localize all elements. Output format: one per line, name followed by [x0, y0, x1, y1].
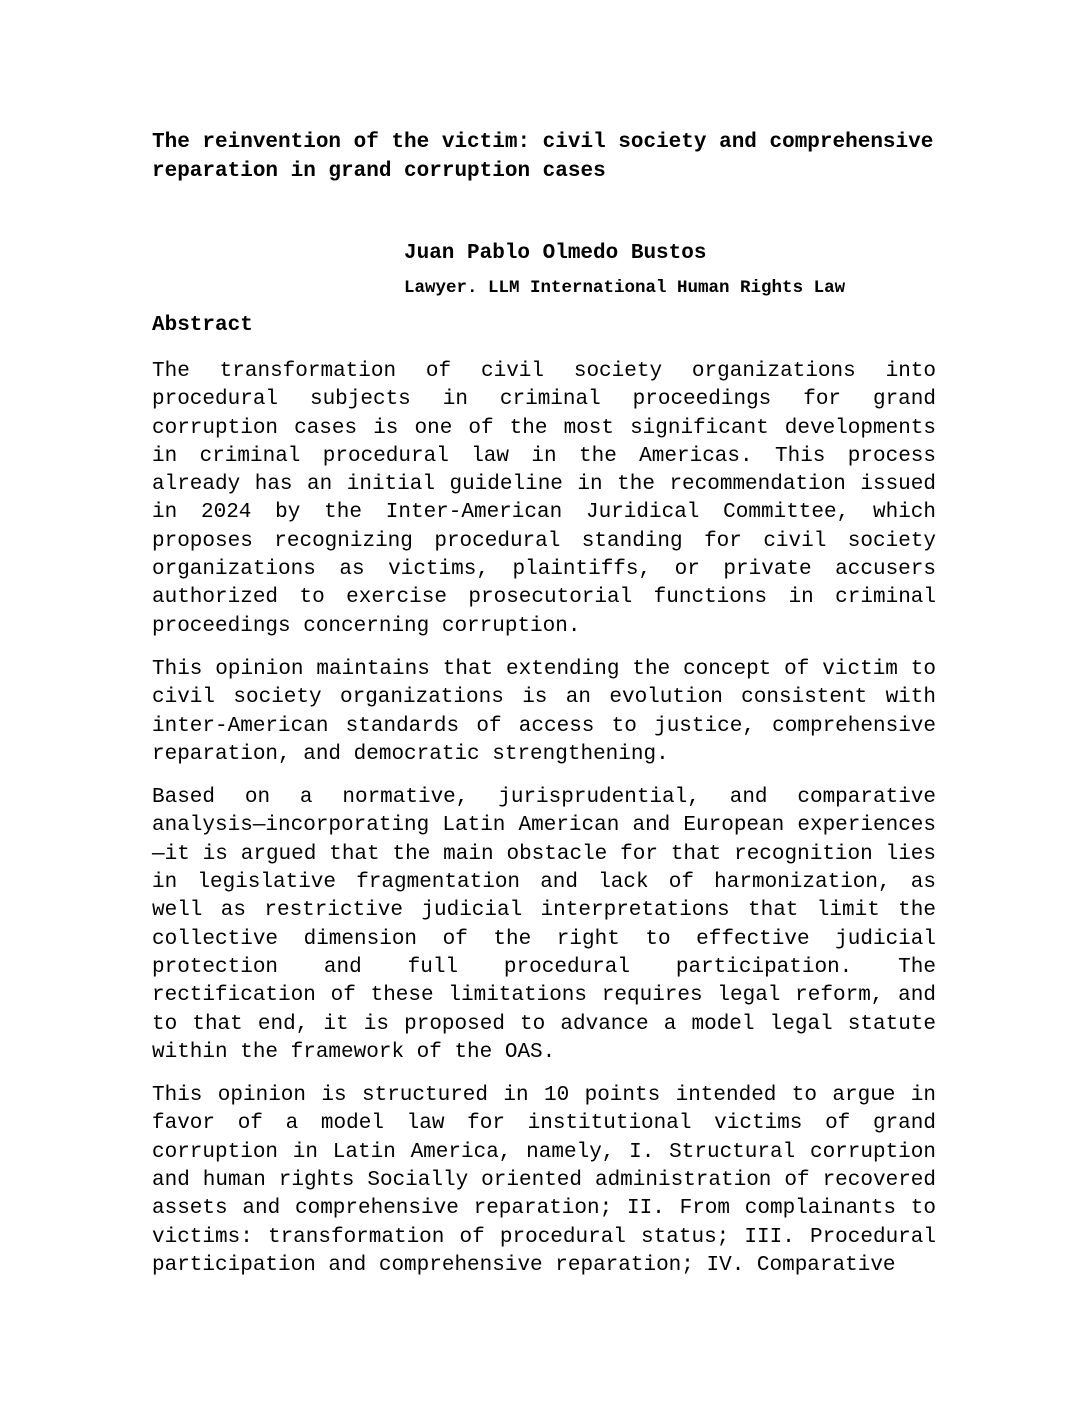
- author-name: Juan Pablo Olmedo Bustos: [404, 242, 707, 265]
- page-title: The reinvention of the victim: civil society and comprehensive reparation in grand corruption cases: [152, 131, 934, 183]
- author-credentials: Lawyer. LLM International Human Rights Law: [404, 278, 846, 298]
- abstract-paragraph-1: The transformation of civil society organizations into procedural subjects in criminal proceedings for grand corruption cases is one of the most significant developments in criminal procedural law in the Americas. This process already has an initial guideline in the recommendation issued in 2024 by the Inter-American Juridical Committee, which proposes recognizing procedural standing for civil society organizations as victims, plaintiffs, or private accusers authorized to exercise prosecutorial functions in criminal proceedings concerning corruption.: [152, 360, 936, 638]
- abstract-paragraph-3: Based on a normative, jurisprudential, and comparative analysis—incorporating Latin American and European experiences—it is argued that the main obstacle for that recognition lies in legislative fragmentation and lack of harmonization, as well as restrictive judicial interpretations that limit the collective dimension of the right to effective judicial protection and full procedural participation. The rectification of these limitations requires legal reform, and to that end, it is proposed to advance a model legal statute within the framework of the OAS.: [152, 786, 936, 1064]
- abstract-paragraph-4: This opinion is structured in 10 points intended to argue in favor of a model law for institutional victims of grand corruption in Latin America, namely, I. Structural corruption and human rights Socially oriented administration of recovered assets and comprehensive reparation; II. From complainants to victims: transformation of procedural status; III. Procedural participation and comprehensive reparation; IV. Comparative: [152, 1084, 936, 1277]
- abstract-heading: Abstract: [152, 314, 253, 337]
- byline-block: [404, 244, 936, 298]
- abstract-paragraph-2: This opinion maintains that extending the concept of victim to civil society organizations is an evolution consistent with inter-American standards of access to justice, comprehensive reparation, and democratic strengthening.: [152, 657, 936, 766]
- abstract-body: [152, 358, 936, 1280]
